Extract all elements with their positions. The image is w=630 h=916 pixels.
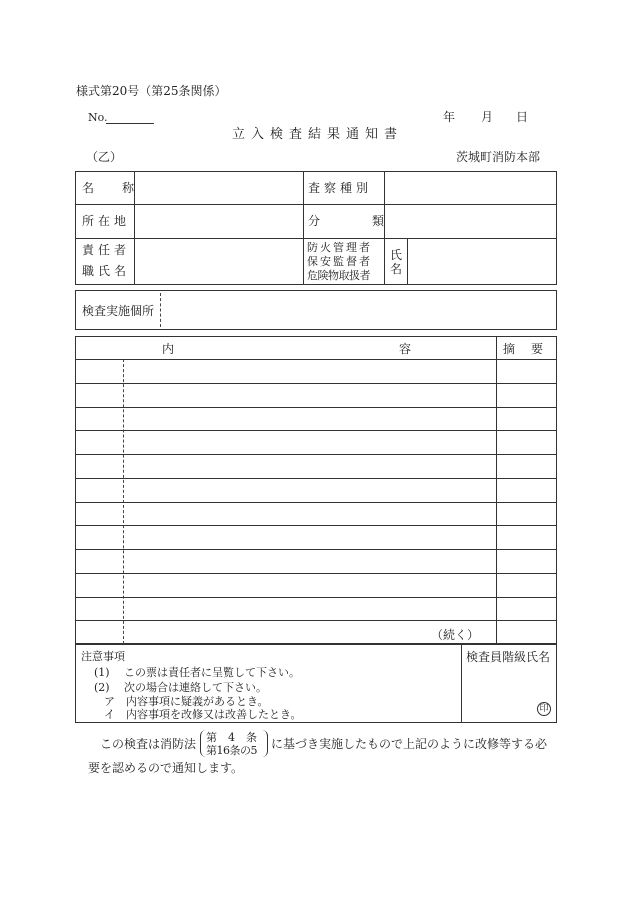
info-col-divider-2 [303,171,304,285]
info-row-divider-1 [75,204,557,205]
continued-label: （続く） [431,628,480,642]
content-row-line [75,383,557,384]
note-1-text: この票は責任者に呈覧して下さい。 [124,666,300,679]
no-label: No. [88,111,108,124]
notes-title: 注意事項 [81,650,125,663]
variant-label: （乙） [86,150,123,164]
responsible-label-2: 職氏名 [82,264,131,278]
inspector-label: 検査員階級氏名 [466,650,551,664]
note-2b-text: 内容事項を改修又は改善したとき。 [126,708,302,721]
content-header-1: 内 [162,342,175,356]
date-month: 月 [481,110,494,124]
note-1-number: (1) [94,666,110,679]
responsible-label-1: 責任者 [82,243,131,257]
notes-col-divider [461,644,462,723]
note-2-text: 次の場合は連絡して下さい。 [124,681,267,694]
footer-text-after: に基づき実施したもので上記のように改修等する必 [271,737,548,751]
fire-manager-label: 防火管理者 [307,241,372,254]
classification-label: 分 類 [308,214,405,228]
content-row-line [75,407,557,408]
note-2a-text: 内容事項に疑義があるとき。 [126,695,269,708]
safety-supervisor-label: 保安監督者 [307,255,372,268]
note-2a-mark: ア [104,695,115,708]
document-title: 立入検査結果通知書 [232,127,404,142]
content-row-line [75,549,557,550]
content-row-line [75,359,557,360]
content-header-2: 容 [399,342,412,356]
footer-text-line2: 要を認めるので通知します。 [88,761,244,775]
info-row-divider-2 [75,238,557,239]
article-1: 第 4 条 [206,731,257,744]
content-row-line [75,525,557,526]
info-col-divider-4 [407,238,408,285]
content-row-line [75,597,557,598]
date-day: 日 [516,110,529,124]
content-row-line [75,573,557,574]
person-name-label: 氏名 [390,248,403,276]
address-label: 所在地 [82,214,131,228]
content-row-line [75,430,557,431]
note-2-number: (2) [94,681,110,694]
content-row-line [75,502,557,503]
footer-text-before: この検査は消防法 [100,737,197,751]
content-row-line [75,478,557,479]
location-dashed-divider [160,293,161,327]
article-2: 第16条の5 [206,744,257,757]
note-2b-mark: イ [104,708,115,721]
seal-mark: 印 [537,702,551,716]
name-label: 名 称 [82,181,143,195]
remarks-header: 摘 要 [503,342,546,356]
issuer: 茨城町消防本部 [456,150,541,164]
inspection-type-label: 査察種別 [308,181,373,195]
hazmat-handler-label: 危険物取扱者 [307,269,370,282]
date-year: 年 [443,110,456,124]
info-col-divider-3 [384,171,385,285]
location-label: 検査実施個所 [82,304,155,318]
no-underline [106,123,154,124]
content-row-line [75,620,557,621]
content-row-line [75,454,557,455]
form-number: 様式第20号（第25条関係） [76,84,227,98]
